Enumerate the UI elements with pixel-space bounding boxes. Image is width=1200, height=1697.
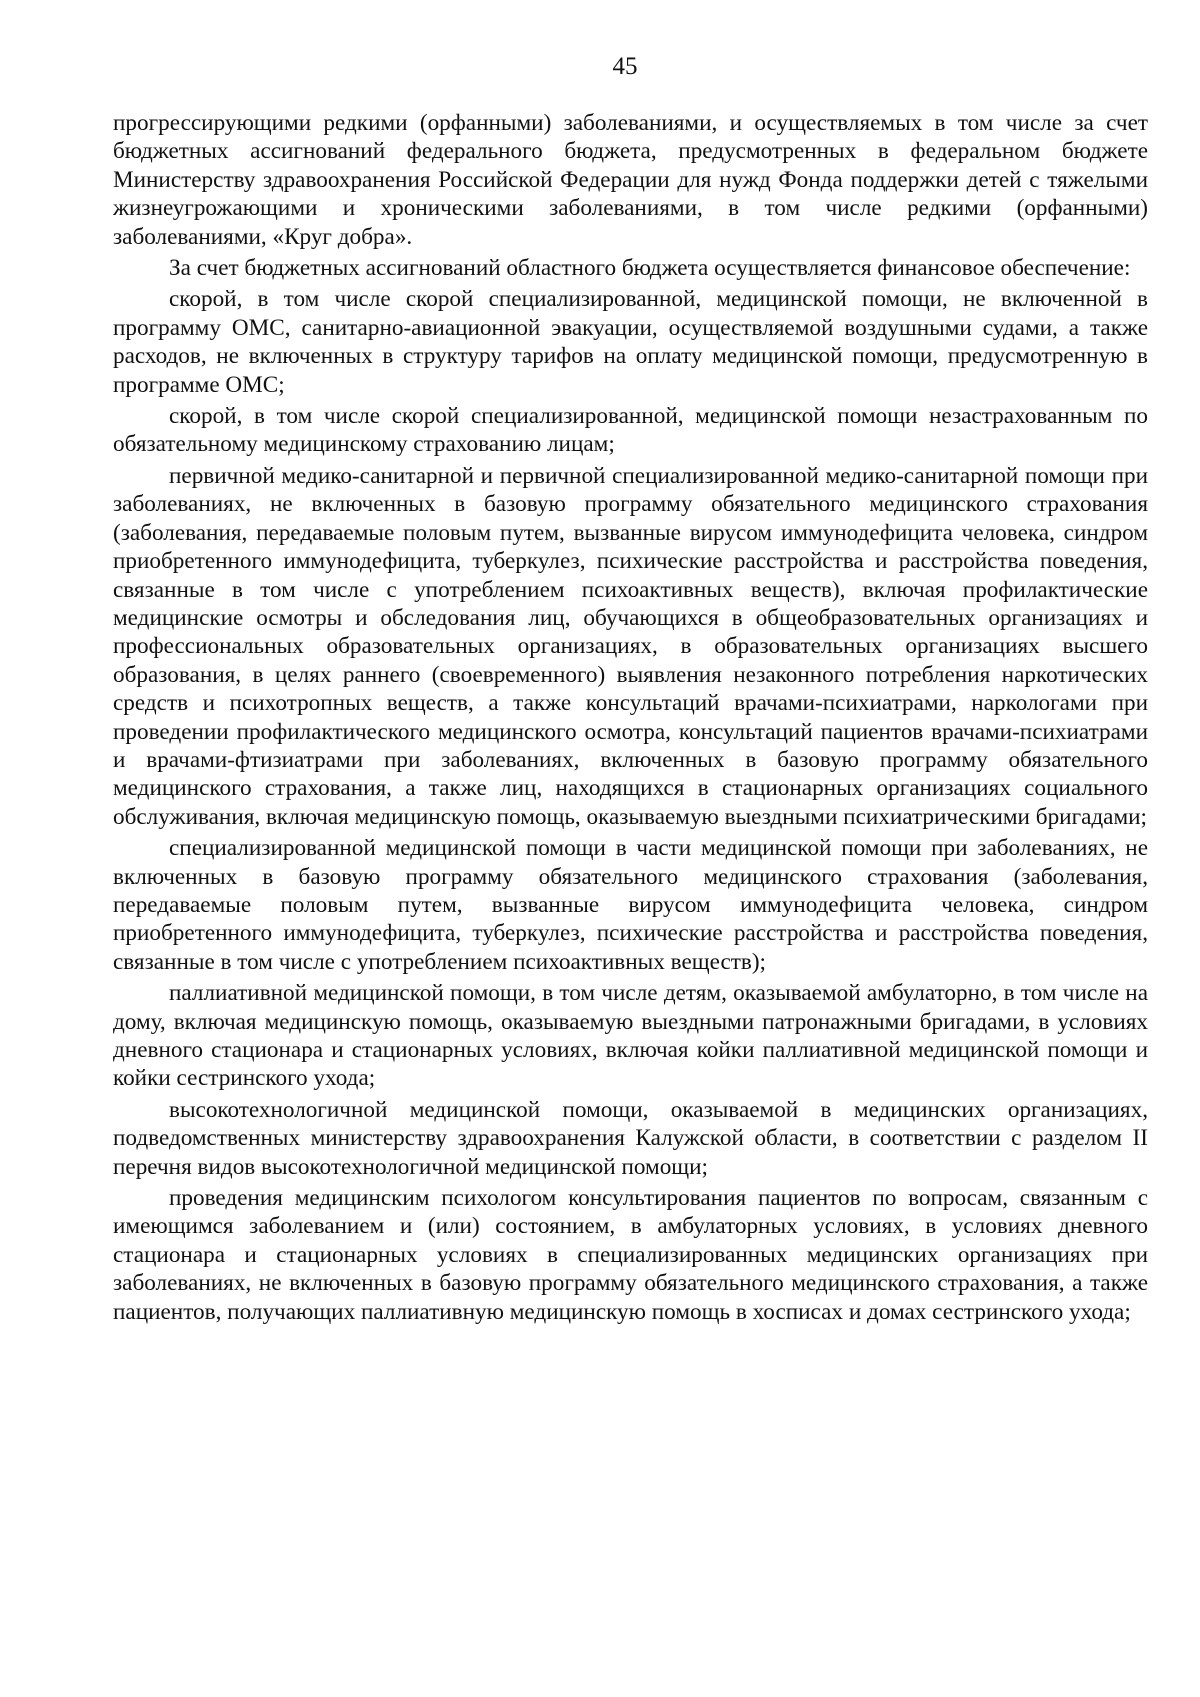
paragraph-emergency-care: скорой, в том числе скорой специализированной, медицинской помощи, не включенной в программу ОМС, санитарно-авиационной эвакуации, осуществляемой воздушными судами, а также расходов, не включенных в структуру тарифов на оплату медицинской помощи, предусмотренную в программе ОМС; xyxy=(113,286,1148,398)
paragraph-emergency-uninsured: скорой, в том числе скорой специализированной, медицинской помощи незастрахованным по обязательному медицинскому страхованию лицам; xyxy=(113,403,1148,458)
paragraph-specialized-care: специализированной медицинской помощи в части медицинской помощи при заболеваниях, не включенных в базовую программу обязательного медицинского страхования (заболевания, передаваемые половым путем, вызванные вирусом иммунодефицита человека, синдром приобретенного иммунодефицита, туберкулез, психические расстройства и расстройства поведения, связанные в том числе с употреблением психоактивных веществ); xyxy=(113,835,1148,975)
paragraph-palliative-care: паллиативной медицинской помощи, в том числе детям, оказываемой амбулаторно, в том числе на дому, включая медицинскую помощь, оказываемую выездными патронажными бригадами, в условиях дневного стационара и стационарных условиях, включая койки паллиативной медицинской помощи и койки сестринского ухода; xyxy=(113,980,1148,1092)
document-body xyxy=(113,109,1148,1329)
paragraph-primary-care: первичной медико-санитарной и первичной специализированной медико-санитарной помощи при заболеваниях, не включенных в базовую программу обязательного медицинского страхования (заболевания, передаваемые половым путем, вызванные вирусом иммунодефицита человека, синдром приобретенного иммунодефицита, туберкулез, психические расстройства и расстройства поведения, связанные в том числе с употреблением психоактивных веществ), включая профилактические медицинские осмотры и обследования лиц, обучающихся в общеобразовательных организациях и профессиональных образовательных организациях, в образовательных организациях высшего образования, в целях раннего (своевременного) выявления незаконного потребления наркотических средств и психотропных веществ, а также консультаций врачами-психиатрами, наркологами при проведении профилактического медицинского осмотра, консультаций пациентов врачами-психиатрами и врачами-фтизиатрами при заболеваниях, включенных в базовую программу обязательного медицинского страхования, а также лиц, находящихся в стационарных организациях социального обслуживания, включая медицинскую помощь, оказываемую выездными психиатрическими бригадами; xyxy=(113,462,1148,830)
paragraph-psychologist-consulting: проведения медицинским психологом консультирования пациентов по вопросам, связанным с имеющимся заболеванием и (или) состоянием, в амбулаторных условиях, в условиях дневного стационара и стационарных условиях в специализированных медицинских организациях при заболеваниях, не включенных в базовую программу обязательного медицинского страхования, а также пациентов, получающих паллиативную медицинскую помощь в хосписах и домах сестринского ухода; xyxy=(113,1185,1148,1325)
page-number: 45 xyxy=(612,53,638,80)
paragraph-financing-intro: За счет бюджетных ассигнований областного бюджета осуществляется финансовое обеспечение: xyxy=(169,255,1131,282)
paragraph-continuation: прогрессирующими редкими (орфанными) заболеваниями, и осуществляемых в том числе за счет бюджетных ассигнований федерального бюджета, предусмотренных в федеральном бюджете Министерству здравоохранения Российской Федерации для нужд Фонда поддержки детей с тяжелыми жизнеугрожающими и хроническими заболеваниями, в том числе редкими (орфанными) заболеваниями, «Круг добра». xyxy=(113,110,1148,250)
paragraph-high-tech-care: высокотехнологичной медицинской помощи, оказываемой в медицинских организациях, подведомственных министерству здравоохранения Калужской области, в соответствии с разделом II перечня видов высокотехнологичной медицинской помощи; xyxy=(113,1096,1148,1180)
